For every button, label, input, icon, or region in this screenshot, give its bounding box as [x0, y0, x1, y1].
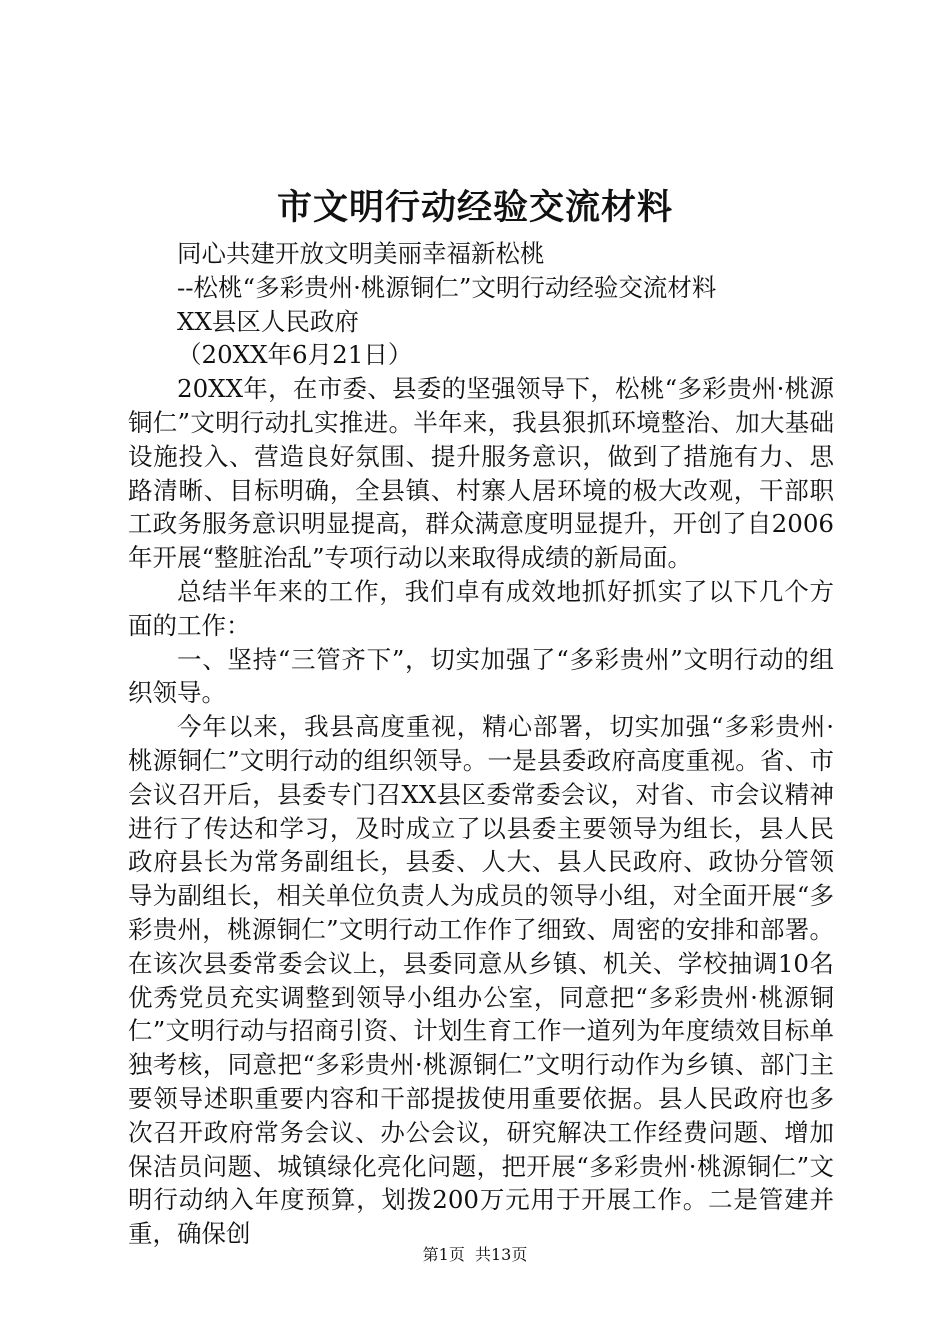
body-paragraph: 总结半年来的工作，我们卓有成效地抓好抓实了以下几个方面的工作： — [128, 576, 834, 640]
page-number: 第1页 共13页 — [422, 1245, 528, 1264]
document-body — [128, 237, 834, 1251]
author-line: XX县区人民政府 — [177, 306, 359, 336]
date-line: （20XX年6月21日） — [177, 340, 413, 370]
subtitle-line: --松桃“多彩贵州·桃源铜仁”文明行动经验交流材料 — [177, 272, 717, 302]
page-footer — [0, 1243, 950, 1267]
body-paragraph: 今年以来，我县高度重视，精心部署，切实加强“多彩贵州·桃源铜仁”文明行动的组织领导。一是县委政府高度重视。省、市会议召开后，县委专门召XX县区委常委会议，对省、市会议精神进行了传达和学习，及时成立了以县委主要领导为组长，县人民政府县长为常务副组长，县委、人大、县人民政府、政协分管领导为副组长，相关单位负责人为成员的领导小组，对全面开展“多彩贵州，桃源铜仁”文明行动工作作了细致、周密的安排和部署。在该次县委常委会议上，县委同意从乡镇、机关、学校抽调10名优秀党员充实调整到领导小组办公室，同意把“多彩贵州·桃源铜仁”文明行动与招商引资、计划生育工作一道列为年度绩效目标单独考核，同意把“多彩贵州·桃源铜仁”文明行动作为乡镇、部门主要领导述职重要内容和干部提拔使用重要依据。县人民政府也多次召开政府常务会议、办公会议，研究解决工作经费问题、增加保洁员问题、城镇绿化亮化问题，把开展“多彩贵州·桃源铜仁”文明行动纳入年度预算，划拨200万元用于开展工作。二是管建并重，确保创 — [128, 712, 834, 1249]
document-title: 市文明行动经验交流材料 — [276, 187, 673, 228]
subtitle-line: 同心共建开放文明美丽幸福新松桃 — [177, 239, 545, 268]
body-paragraph: 20XX年，在市委、县委的坚强领导下，松桃“多彩贵州·桃源铜仁”文明行动扎实推进。半年来，我县狠抓环境整治、加大基础设施投入、营造良好氛围、提升服务意识，做到了措施有力、思路清晰、目标明确，全县镇、村寨人居环境的极大改观，干部职工政务服务意识明显提高，群众满意度明显提升，开创了自2006年开展“整脏治乱”专项行动以来取得成绩的新局面。 — [128, 374, 834, 573]
section-heading: 一、坚持“三管齐下”，切实加强了“多彩贵州”文明行动的组织领导。 — [128, 644, 834, 708]
